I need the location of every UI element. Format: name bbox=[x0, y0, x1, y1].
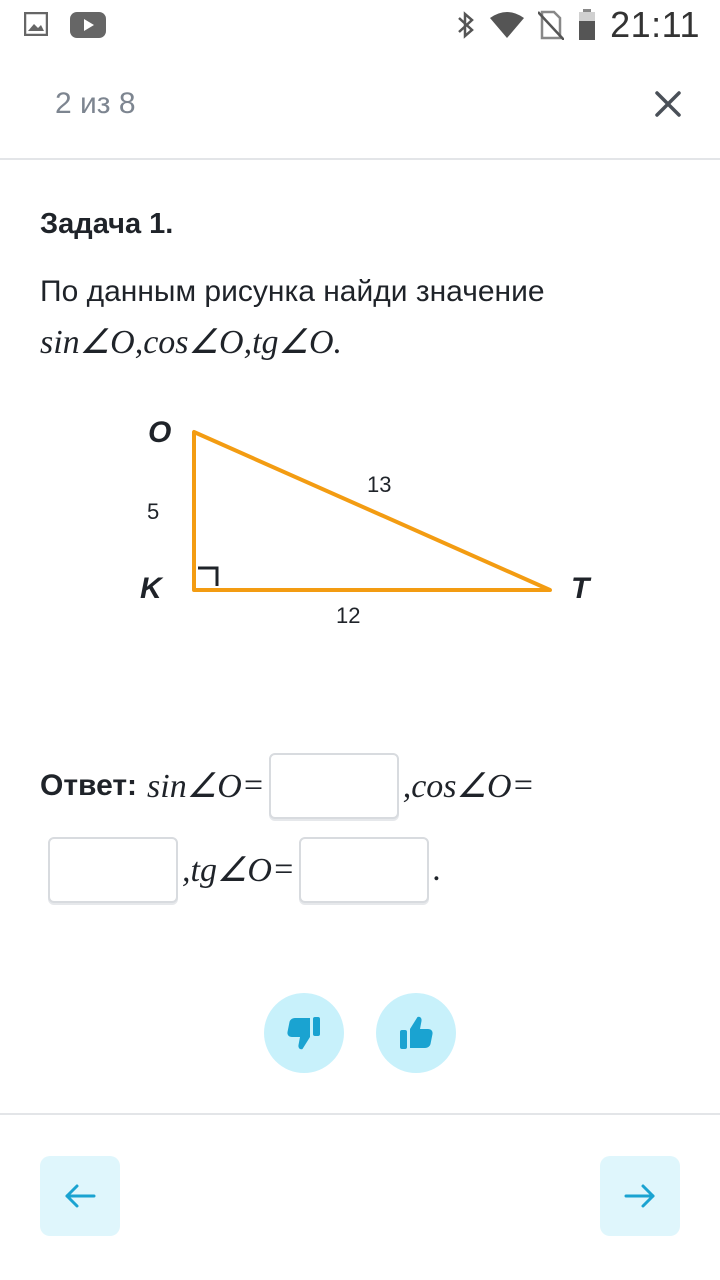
arrow-left-icon bbox=[60, 1176, 100, 1216]
side-ot-label: 13 bbox=[367, 472, 392, 497]
status-bar-right bbox=[456, 4, 700, 46]
status-bar-left bbox=[24, 12, 106, 38]
cos-answer-input[interactable] bbox=[48, 837, 178, 903]
sin-answer-input[interactable] bbox=[269, 753, 399, 819]
next-button[interactable] bbox=[600, 1156, 680, 1236]
youtube-icon bbox=[70, 12, 106, 38]
prev-button[interactable] bbox=[40, 1156, 120, 1236]
side-ok-label: 5 bbox=[147, 499, 160, 524]
top-bar bbox=[0, 50, 720, 160]
battery-icon bbox=[578, 9, 596, 41]
equals-sign-sin: = bbox=[241, 767, 265, 804]
equals-sign-tg: = bbox=[271, 851, 295, 888]
vertex-k: K bbox=[140, 572, 162, 605]
right-angle-mark bbox=[198, 568, 217, 586]
answer-row-2 bbox=[44, 836, 441, 904]
cos-expression: ,cos∠O bbox=[402, 768, 512, 805]
task-title: Задача 1. bbox=[40, 208, 174, 240]
side-kt-label: 12 bbox=[336, 603, 361, 628]
task-formula: sin∠O,cos∠O,tg∠O. bbox=[40, 324, 343, 361]
triangle-figure bbox=[120, 400, 620, 650]
triangle-okt bbox=[194, 432, 550, 590]
bottom-divider bbox=[0, 1113, 720, 1115]
status-bar bbox=[0, 0, 720, 50]
like-button[interactable] bbox=[376, 993, 456, 1073]
tg-answer-input[interactable] bbox=[299, 837, 429, 903]
close-button[interactable] bbox=[646, 82, 690, 126]
equals-sign-cos: = bbox=[511, 767, 535, 804]
close-icon bbox=[646, 82, 690, 126]
tg-expression: ,tg∠O bbox=[182, 852, 272, 889]
gallery-icon bbox=[24, 12, 48, 38]
bluetooth-icon bbox=[456, 10, 476, 40]
no-sim-icon bbox=[538, 10, 564, 40]
dislike-button[interactable] bbox=[264, 993, 344, 1073]
thumbs-up-icon bbox=[396, 1013, 436, 1053]
task-text: По данным рисунка найди значение bbox=[40, 275, 545, 308]
sin-expression: sin∠O bbox=[147, 768, 242, 805]
vertex-o: O bbox=[148, 416, 172, 449]
wifi-icon bbox=[490, 12, 524, 38]
task-progress: 2 из 8 bbox=[55, 87, 136, 120]
answer-period: . bbox=[432, 851, 442, 888]
thumbs-down-icon bbox=[284, 1013, 324, 1053]
answer-label: Ответ: bbox=[40, 769, 138, 802]
vertex-t: T bbox=[571, 572, 590, 605]
status-time: 21:11 bbox=[610, 4, 700, 45]
answer-row-1 bbox=[40, 752, 535, 820]
arrow-right-icon bbox=[620, 1176, 660, 1216]
